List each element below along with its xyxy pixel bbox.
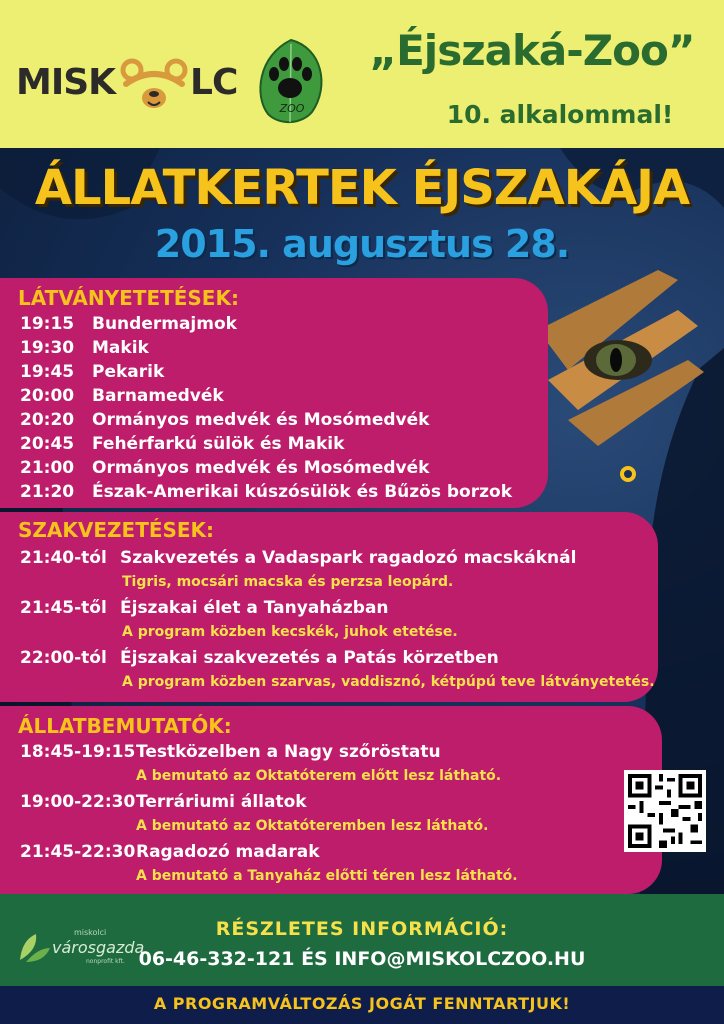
time-label: 21:00 [20,458,75,478]
time-label: 21:40-tól [20,548,107,568]
program-note: Tigris, mocsári macska és perzsa leopárd. [122,574,454,590]
time-label: 21:45-től [20,598,107,618]
edition-text: 10. alkalommal! [446,100,674,129]
list-item [20,410,430,430]
list-item [20,362,165,382]
sponsor-tiny-text: nonprofit kft. [86,958,125,965]
qr-code-icon[interactable] [624,770,706,852]
program-name: Ormányos medvék és Mosómedvék [92,458,430,478]
contact-info[interactable]: 06-46-332-121 ÉS INFO@MISKOLCZOO.HU [138,948,586,970]
time-label: 19:15 [20,314,75,334]
program-name: Észak-Amerikai kúszósülök és Bűzös borzok [92,482,512,502]
program-name: Barnamedvék [92,386,224,406]
list-item [20,548,577,568]
list-item [20,598,389,618]
main-title: ÁLLATKERTEK ÉJSZAKÁJA [34,160,690,216]
event-name: „Éjszaká-Zoo” [369,26,695,75]
time-label: 19:30 [20,338,75,358]
program-note: A program közben kecskék, juhok etetése. [122,624,458,640]
program-name: Pekarik [92,362,165,382]
decorative-dot [620,466,636,482]
logo-text-left: MISK [16,62,116,103]
list-item [20,314,237,334]
program-name: Testközelben a Nagy szőröstatu [136,742,441,762]
time-label: 19:00-22:30 [20,792,136,812]
shows-heading: ÁLLATBEMUTATÓK: [18,714,232,738]
time-label: 21:20 [20,482,75,502]
feedings-heading: LÁTVÁNYETETÉSEK: [18,286,239,310]
program-name: Fehérfarkú sülök és Makik [92,434,345,454]
list-item [20,458,430,478]
list-item [20,434,345,454]
list-item [20,792,307,812]
list-item [20,742,441,762]
time-label: 19:45 [20,362,75,382]
program-name: Makik [92,338,149,358]
sponsor-small-text: miskolci [74,928,107,937]
disclaimer-text: A PROGRAMVÁLTOZÁS JOGÁT FENNTARTJUK! [153,994,571,1013]
program-note: A bemutató az Oktatóterem előtt lesz látható. [136,768,502,784]
event-date: 2015. augusztus 28. [154,222,570,266]
program-name: Éjszakai élet a Tanyaházban [120,598,389,618]
tours-heading: SZAKVEZETÉSEK: [18,518,215,542]
logo-text-right: LC [190,62,238,103]
list-item [20,386,224,406]
program-name: Szakvezetés a Vadaspark ragadozó macskáknál [120,548,577,568]
program-name: Éjszakai szakvezetés a Patás körzetben [120,648,499,668]
time-label: 20:45 [20,434,75,454]
program-name: Terráriumi állatok [136,792,307,812]
program-name: Ormányos medvék és Mosómedvék [92,410,430,430]
program-note: A program közben szarvas, vaddisznó, kétpúpú teve látványetetés. [122,674,655,690]
program-name: Bundermajmok [92,314,237,334]
leaf-zoo-text: ZOO [279,102,305,115]
info-heading: RÉSZLETES INFORMÁCIÓ: [215,918,509,940]
time-label: 20:20 [20,410,75,430]
list-item [20,842,320,862]
list-item [20,338,149,358]
bear-face-icon [118,58,190,116]
program-name: Ragadozó madarak [136,842,320,862]
time-label: 22:00-tól [20,648,107,668]
list-item [20,648,499,668]
list-item [20,482,512,502]
time-label: 18:45-19:15 [20,742,136,762]
sponsor-name: városgazda [52,938,145,957]
program-note: A bemutató az Oktatóteremben lesz látható. [136,818,489,834]
paw-leaf-icon [252,36,330,128]
time-label: 20:00 [20,386,75,406]
program-note: A bemutató a Tanyaház előtti téren lesz látható. [136,868,518,884]
time-label: 21:45-22:30 [20,842,136,862]
